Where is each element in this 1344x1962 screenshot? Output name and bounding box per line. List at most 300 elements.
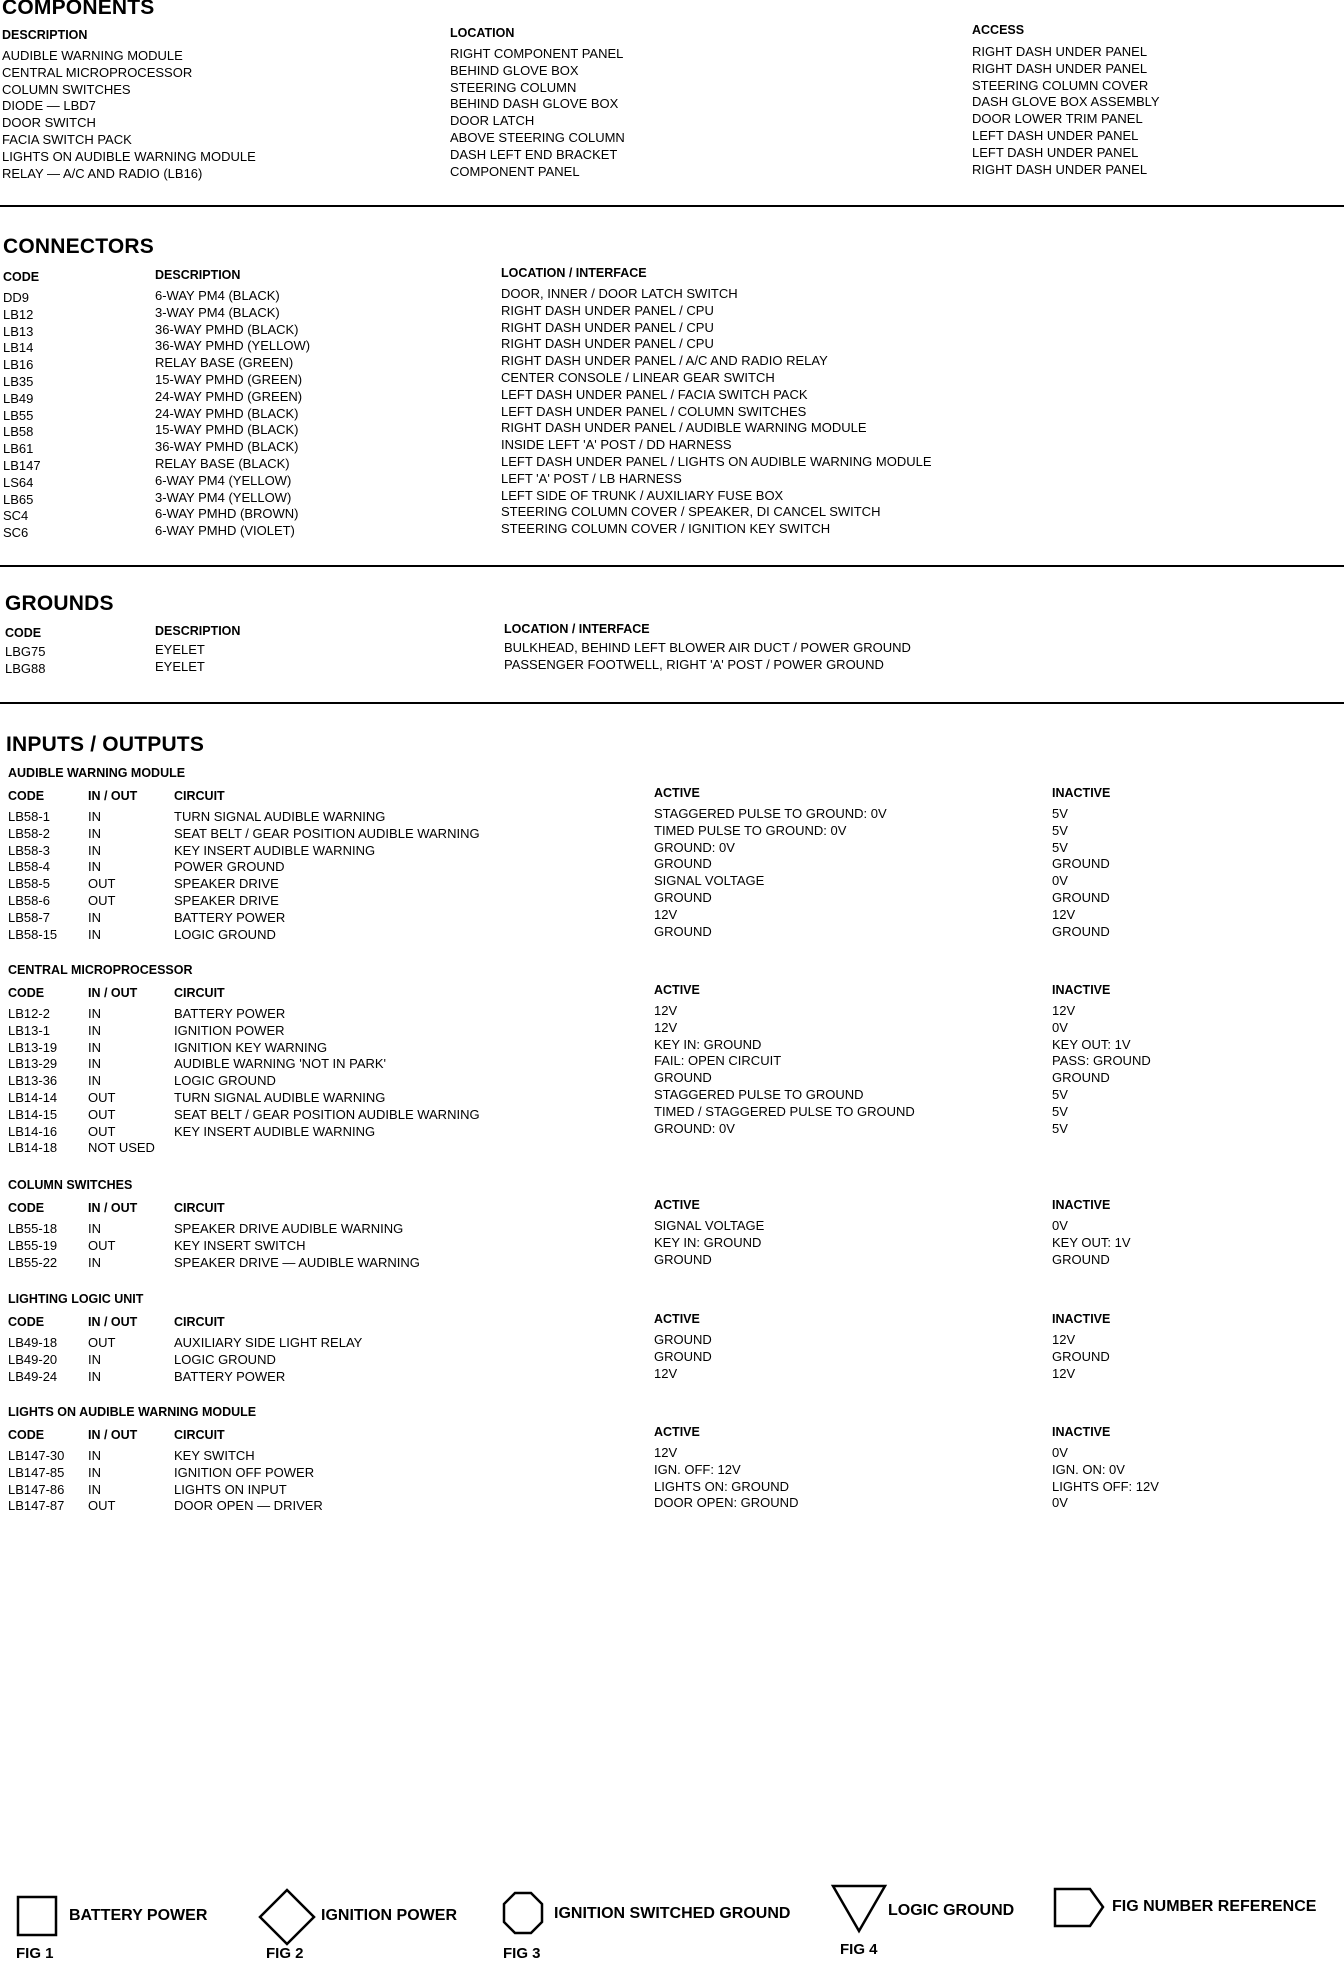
io-circuit-column: [174, 1448, 323, 1515]
connector-description: 6-WAY PM4 (YELLOW): [155, 472, 292, 488]
io-header-inactive: INACTIVE: [1052, 1425, 1111, 1439]
io-active: LIGHTS ON: GROUND: [654, 1478, 790, 1494]
diamond-icon: [258, 1888, 316, 1946]
component-location: STEERING COLUMN: [450, 79, 577, 95]
io-circuit: LOGIC GROUND: [174, 926, 276, 942]
io-circuit: BATTERY POWER: [174, 909, 286, 925]
connector-description: 3-WAY PM4 (BLACK): [155, 304, 280, 320]
connector-description: 6-WAY PM4 (BLACK): [155, 288, 280, 303]
component-description: FACIA SWITCH PACK: [2, 131, 132, 147]
io-header-inout: IN / OUT: [88, 789, 138, 803]
io-circuit: LOGIC GROUND: [174, 1073, 276, 1089]
io-active: SIGNAL VOLTAGE: [654, 1218, 765, 1233]
fig-label: FIG 2: [266, 1945, 304, 1962]
io-inactive: 5V: [1052, 1103, 1068, 1119]
io-inactive-column: [1052, 1332, 1110, 1382]
io-circuit: KEY SWITCH: [174, 1448, 255, 1463]
connector-code: DD9: [3, 290, 30, 305]
connector-code: LS64: [3, 474, 34, 490]
connector-description: 6-WAY PMHD (BROWN): [155, 506, 299, 522]
grounds-title: GROUNDS: [5, 592, 114, 615]
io-inactive: 0V: [1052, 1019, 1068, 1035]
connector-description: 6-WAY PMHD (VIOLET): [155, 523, 295, 539]
io-code: LB49-20: [8, 1351, 58, 1367]
io-code: LB58-3: [8, 842, 50, 858]
connectors-header-location: LOCATION / INTERFACE: [501, 266, 647, 280]
io-inout: IN: [88, 1039, 101, 1055]
legend-label: BATTERY POWER: [69, 1907, 208, 1924]
io-code-column: [8, 1448, 64, 1515]
io-header-active: ACTIVE: [654, 1312, 700, 1326]
io-inactive: 0V: [1052, 1218, 1068, 1233]
io-active: GROUND: [654, 923, 712, 939]
component-location: RIGHT COMPONENT PANEL: [450, 46, 624, 61]
io-code: LB14-18: [8, 1140, 58, 1156]
io-circuit: TURN SIGNAL AUDIBLE WARNING: [174, 1089, 386, 1105]
io-inout: IN: [88, 1448, 101, 1463]
io-circuit: AUDIBLE WARNING 'NOT IN PARK': [174, 1056, 387, 1072]
io-inactive: GROUND: [1052, 1251, 1110, 1267]
connector-code: LB49: [3, 390, 34, 406]
pentagon-arrow-icon: [1052, 1886, 1106, 1930]
connector-location: DOOR, INNER / DOOR LATCH SWITCH: [501, 286, 738, 301]
io-code: LB55-22: [8, 1254, 58, 1270]
io-inout: OUT: [88, 1106, 116, 1122]
io-active: GROUND: [654, 1332, 712, 1347]
io-active: STAGGERED PULSE TO GROUND: 0V: [654, 806, 887, 821]
io-code: LB55-18: [8, 1221, 58, 1236]
io-header-inout: IN / OUT: [88, 1201, 138, 1215]
section-divider: [0, 702, 1344, 704]
connector-location: LEFT DASH UNDER PANEL / FACIA SWITCH PACK: [501, 386, 808, 402]
component-description: DIODE — LBD7: [2, 98, 96, 114]
io-inout: IN: [88, 809, 101, 824]
io-code: LB49-24: [8, 1368, 58, 1384]
io-circuit: SPEAKER DRIVE — AUDIBLE WARNING: [174, 1254, 420, 1270]
grounds-code-column: [5, 644, 45, 678]
io-inout: NOT USED: [88, 1140, 155, 1156]
io-header-code: CODE: [8, 1201, 45, 1215]
connector-location: CENTER CONSOLE / LINEAR GEAR SWITCH: [501, 369, 775, 385]
ground-code: LBG75: [5, 644, 46, 659]
connector-code: LB16: [3, 357, 34, 373]
io-inout: OUT: [88, 1335, 116, 1350]
io-active: 12V: [654, 1365, 678, 1381]
legend-label: FIG NUMBER REFERENCE: [1112, 1898, 1317, 1915]
io-header-circuit: CIRCUIT: [174, 986, 225, 1000]
io-code: LB58-15: [8, 926, 58, 942]
io-inout: IN: [88, 859, 101, 875]
io-active: 12V: [654, 1019, 678, 1035]
connector-description: 15-WAY PMHD (GREEN): [155, 371, 303, 387]
component-access: RIGHT DASH UNDER PANEL: [972, 44, 1148, 59]
grounds-header-description: DESCRIPTION: [155, 624, 241, 638]
io-inactive-column: [1052, 1445, 1159, 1512]
component-access: LEFT DASH UNDER PANEL: [972, 127, 1139, 143]
connector-code: SC6: [3, 525, 29, 541]
io-circuit: LIGHTS ON INPUT: [174, 1481, 287, 1497]
io-code: LB58-1: [8, 809, 50, 824]
connector-code: LB13: [3, 323, 34, 339]
io-inactive-column: [1052, 1003, 1151, 1154]
io-active: FAIL: OPEN CIRCUIT: [654, 1053, 782, 1069]
components-header-description: DESCRIPTION: [2, 28, 88, 42]
ground-location: PASSENGER FOOTWELL, RIGHT 'A' POST / POWER GROUND: [504, 656, 884, 672]
connector-code: LB65: [3, 491, 34, 507]
io-header-inout: IN / OUT: [88, 1315, 138, 1329]
io-header-code: CODE: [8, 1315, 45, 1329]
io-inactive: LIGHTS OFF: 12V: [1052, 1478, 1159, 1494]
io-active: GROUND: [654, 1251, 712, 1267]
io-inactive: GROUND: [1052, 889, 1110, 905]
ground-description: EYELET: [155, 642, 205, 657]
fig-label: FIG 3: [503, 1945, 541, 1962]
io-circuit: TURN SIGNAL AUDIBLE WARNING: [174, 809, 386, 824]
io-active: GROUND: [654, 856, 712, 872]
io-active: STAGGERED PULSE TO GROUND: [654, 1086, 864, 1102]
component-access: RIGHT DASH UNDER PANEL: [972, 161, 1148, 177]
io-active-column: [654, 1445, 798, 1512]
io-header-active: ACTIVE: [654, 983, 700, 997]
io-inactive: 5V: [1052, 1086, 1068, 1102]
io-code: LB147-85: [8, 1464, 65, 1480]
component-location: DOOR LATCH: [450, 113, 535, 129]
components-description-column: [2, 48, 256, 182]
grounds-header-location: LOCATION / INTERFACE: [504, 622, 650, 636]
io-inout: IN: [88, 842, 101, 858]
io-header-active: ACTIVE: [654, 786, 700, 800]
io-inactive-column: [1052, 1218, 1131, 1268]
io-header-active: ACTIVE: [654, 1425, 700, 1439]
component-access: RIGHT DASH UNDER PANEL: [972, 60, 1148, 76]
ground-description: EYELET: [155, 658, 205, 674]
connectors-title: CONNECTORS: [3, 235, 154, 258]
io-inactive: 0V: [1052, 1495, 1068, 1511]
io-header-active: ACTIVE: [654, 1198, 700, 1212]
io-active: GROUND: 0V: [654, 839, 735, 855]
io-active: GROUND: 0V: [654, 1120, 735, 1136]
io-inactive: 0V: [1052, 1445, 1068, 1460]
io-code: LB14-15: [8, 1106, 58, 1122]
io-code: LB55-19: [8, 1237, 58, 1253]
component-location: BEHIND DASH GLOVE BOX: [450, 96, 619, 112]
io-inout: OUT: [88, 1498, 116, 1514]
io-code: LB58-2: [8, 825, 50, 841]
components-access-column: [972, 44, 1160, 178]
connector-code: LB58: [3, 424, 34, 440]
io-active-column: [654, 806, 887, 940]
component-description: RELAY — A/C AND RADIO (LB16): [2, 165, 203, 181]
connector-location: RIGHT DASH UNDER PANEL / A/C AND RADIO RELAY: [501, 353, 828, 369]
connector-code: LB55: [3, 407, 34, 423]
components-title: COMPONENTS: [2, 0, 155, 19]
io-code: LB58-5: [8, 876, 50, 892]
io-active: GROUND: [654, 1348, 712, 1364]
io-inactive: GROUND: [1052, 1070, 1110, 1086]
io-header-inactive: INACTIVE: [1052, 1198, 1111, 1212]
connectors-location-column: [501, 286, 932, 538]
io-code: LB147-86: [8, 1481, 65, 1497]
io-active: TIMED PULSE TO GROUND: 0V: [654, 822, 847, 838]
io-header-code: CODE: [8, 789, 45, 803]
component-description: CENTRAL MICROPROCESSOR: [2, 64, 193, 80]
io-active: SIGNAL VOLTAGE: [654, 873, 765, 889]
fig-label: FIG 4: [840, 1941, 878, 1958]
io-inout: IN: [88, 926, 101, 942]
square-icon: [16, 1895, 60, 1939]
component-location: ABOVE STEERING COLUMN: [450, 129, 625, 145]
components-header-location: LOCATION: [450, 26, 515, 40]
io-code: LB13-1: [8, 1022, 50, 1038]
io-code-column: [8, 1221, 57, 1271]
io-inout: IN: [88, 825, 101, 841]
io-code-column: [8, 1335, 57, 1385]
octagon-icon: [501, 1890, 545, 1936]
connectors-description-column: [155, 288, 310, 540]
io-active: KEY IN: GROUND: [654, 1036, 762, 1052]
io-code-column: [8, 809, 57, 943]
io-circuit: SEAT BELT / GEAR POSITION AUDIBLE WARNING: [174, 1106, 480, 1122]
io-circuit: KEY INSERT AUDIBLE WARNING: [174, 1123, 376, 1139]
connector-description: 36-WAY PMHD (BLACK): [155, 439, 299, 455]
io-inactive: IGN. ON: 0V: [1052, 1461, 1125, 1477]
io-circuit: SPEAKER DRIVE: [174, 892, 279, 908]
io-code: LB58-4: [8, 859, 50, 875]
io-inactive: 5V: [1052, 806, 1068, 821]
io-code: LB49-18: [8, 1335, 58, 1350]
io-circuit: SPEAKER DRIVE AUDIBLE WARNING: [174, 1221, 404, 1236]
component-description: COLUMN SWITCHES: [2, 81, 131, 97]
connector-description: 3-WAY PM4 (YELLOW): [155, 489, 292, 505]
io-inactive: [1052, 1137, 1151, 1154]
connector-description: RELAY BASE (GREEN): [155, 355, 294, 371]
io-inactive: 0V: [1052, 873, 1068, 889]
io-inout: IN: [88, 1221, 101, 1236]
io-header-circuit: CIRCUIT: [174, 789, 225, 803]
connector-location: RIGHT DASH UNDER PANEL / CPU: [501, 336, 714, 352]
triangle-icon: [830, 1882, 888, 1934]
io-inactive: 12V: [1052, 1365, 1076, 1381]
connector-code: LB14: [3, 340, 34, 356]
io-group-title: COLUMN SWITCHES: [8, 1178, 133, 1192]
grounds-description-column: [155, 642, 205, 676]
io-inout-column: [88, 1448, 115, 1515]
io-header-inactive: INACTIVE: [1052, 786, 1111, 800]
io-header-circuit: CIRCUIT: [174, 1428, 225, 1442]
connector-location: RIGHT DASH UNDER PANEL / CPU: [501, 319, 714, 335]
io-circuit: KEY INSERT AUDIBLE WARNING: [174, 842, 376, 858]
io-code: LB147-30: [8, 1448, 65, 1463]
io-circuit: POWER GROUND: [174, 859, 285, 875]
connector-description: 24-WAY PMHD (BLACK): [155, 405, 299, 421]
io-code: LB13-29: [8, 1056, 58, 1072]
connector-location: STEERING COLUMN COVER / IGNITION KEY SWITCH: [501, 521, 831, 537]
io-inout: IN: [88, 1351, 101, 1367]
io-code: LB147-87: [8, 1498, 65, 1514]
io-circuit-column: [174, 1335, 362, 1385]
component-location: BEHIND GLOVE BOX: [450, 62, 579, 78]
io-header-code: CODE: [8, 986, 45, 1000]
io-active-column: [654, 1218, 764, 1268]
io-circuit: LOGIC GROUND: [174, 1351, 276, 1367]
io-code: LB58-6: [8, 892, 50, 908]
io-active: IGN. OFF: 12V: [654, 1461, 741, 1477]
io-inactive: 5V: [1052, 1120, 1068, 1136]
grounds-location-column: [504, 640, 911, 674]
io-circuit: BATTERY POWER: [174, 1368, 286, 1384]
io-inactive: KEY OUT: 1V: [1052, 1234, 1131, 1250]
io-inout: IN: [88, 1464, 101, 1480]
connector-description: 15-WAY PMHD (BLACK): [155, 422, 299, 438]
io-group-title: LIGHTS ON AUDIBLE WARNING MODULE: [8, 1405, 257, 1419]
connector-code: LB12: [3, 306, 34, 322]
component-description: DOOR SWITCH: [2, 115, 96, 131]
connector-location: INSIDE LEFT 'A' POST / DD HARNESS: [501, 437, 732, 453]
component-access: LEFT DASH UNDER PANEL: [972, 144, 1139, 160]
io-active: KEY IN: GROUND: [654, 1234, 762, 1250]
io-inout: IN: [88, 909, 101, 925]
connector-location: LEFT SIDE OF TRUNK / AUXILIARY FUSE BOX: [501, 487, 784, 503]
components-location-column: [450, 46, 625, 180]
io-inout: IN: [88, 1073, 101, 1089]
io-header-inout: IN / OUT: [88, 1428, 138, 1442]
io-inout-column: [88, 1006, 155, 1157]
io-group-title: CENTRAL MICROPROCESSOR: [8, 963, 193, 977]
io-inout: IN: [88, 1368, 101, 1384]
io-code: LB12-2: [8, 1006, 50, 1021]
fig-label: FIG 1: [16, 1945, 54, 1962]
connector-code: LB35: [3, 373, 34, 389]
io-inactive: 5V: [1052, 839, 1068, 855]
connector-location: RIGHT DASH UNDER PANEL / CPU: [501, 302, 714, 318]
io-active: DOOR OPEN: GROUND: [654, 1495, 799, 1511]
io-inactive-column: [1052, 806, 1110, 940]
io-header-inactive: INACTIVE: [1052, 1312, 1111, 1326]
io-code: LB13-36: [8, 1073, 58, 1089]
io-header-inout: IN / OUT: [88, 986, 138, 1000]
io-inactive: 5V: [1052, 822, 1068, 838]
io-circuit: SEAT BELT / GEAR POSITION AUDIBLE WARNING: [174, 825, 480, 841]
component-access: DOOR LOWER TRIM PANEL: [972, 111, 1143, 127]
io-circuit: DOOR OPEN — DRIVER: [174, 1498, 323, 1514]
legend-label: LOGIC GROUND: [888, 1902, 1015, 1919]
io-inout: OUT: [88, 892, 116, 908]
io-circuit: IGNITION POWER: [174, 1022, 285, 1038]
io-circuit-column: [174, 1006, 480, 1157]
io-code-column: [8, 1006, 57, 1157]
io-inout-column: [88, 1335, 115, 1385]
io-title: INPUTS / OUTPUTS: [6, 733, 205, 756]
io-active-column: [654, 1003, 915, 1154]
io-circuit: BATTERY POWER: [174, 1006, 286, 1021]
connectors-header-description: DESCRIPTION: [155, 268, 241, 282]
connector-code: LB147: [3, 457, 41, 473]
io-circuit: SPEAKER DRIVE: [174, 876, 279, 892]
connector-description: RELAY BASE (BLACK): [155, 455, 290, 471]
io-code: LB13-19: [8, 1039, 58, 1055]
io-active: [654, 1137, 915, 1154]
component-description: AUDIBLE WARNING MODULE: [2, 48, 183, 63]
io-inout: IN: [88, 1254, 101, 1270]
io-inout: OUT: [88, 1089, 116, 1105]
connector-location: LEFT 'A' POST / LB HARNESS: [501, 470, 682, 486]
io-inout-column: [88, 1221, 115, 1271]
io-active: TIMED / STAGGERED PULSE TO GROUND: [654, 1103, 915, 1119]
io-circuit: AUXILIARY SIDE LIGHT RELAY: [174, 1335, 363, 1350]
connector-code: SC4: [3, 508, 29, 524]
component-location: DASH LEFT END BRACKET: [450, 146, 618, 162]
io-active: GROUND: [654, 1070, 712, 1086]
io-header-circuit: CIRCUIT: [174, 1201, 225, 1215]
io-circuit-column: [174, 809, 480, 943]
io-inactive: 12V: [1052, 906, 1076, 922]
connector-description: 24-WAY PMHD (GREEN): [155, 388, 303, 404]
io-inactive: GROUND: [1052, 923, 1110, 939]
io-active: 12V: [654, 1445, 678, 1460]
io-inout: OUT: [88, 1237, 116, 1253]
component-location: COMPONENT PANEL: [450, 163, 580, 179]
ground-code: LBG88: [5, 660, 46, 676]
io-inactive: GROUND: [1052, 1348, 1110, 1364]
ground-location: BULKHEAD, BEHIND LEFT BLOWER AIR DUCT / POWER GROUND: [504, 640, 911, 655]
connector-location: STEERING COLUMN COVER / SPEAKER, DI CANCEL SWITCH: [501, 504, 881, 520]
io-inout-column: [88, 809, 115, 943]
component-access: STEERING COLUMN COVER: [972, 77, 1149, 93]
io-circuit-column: [174, 1221, 420, 1271]
connector-code: LB61: [3, 441, 34, 457]
io-active: 12V: [654, 1003, 678, 1018]
connectors-code-column: [3, 290, 41, 542]
io-inout: IN: [88, 1481, 101, 1497]
connector-location: LEFT DASH UNDER PANEL / COLUMN SWITCHES: [501, 403, 807, 419]
io-code: LB14-16: [8, 1123, 58, 1139]
io-active-column: [654, 1332, 712, 1382]
io-active: 12V: [654, 906, 678, 922]
section-divider: [0, 565, 1344, 567]
io-inout: IN: [88, 1022, 101, 1038]
io-group-title: AUDIBLE WARNING MODULE: [8, 766, 186, 780]
components-header-access: ACCESS: [972, 23, 1025, 37]
io-inactive: GROUND: [1052, 856, 1110, 872]
io-circuit: KEY INSERT SWITCH: [174, 1237, 306, 1253]
io-group-title: LIGHTING LOGIC UNIT: [8, 1292, 144, 1306]
connector-location: LEFT DASH UNDER PANEL / LIGHTS ON AUDIBLE WARNING MODULE: [501, 453, 932, 469]
io-active: GROUND: [654, 889, 712, 905]
grounds-header-code: CODE: [5, 626, 42, 640]
io-inactive: 12V: [1052, 1332, 1076, 1347]
io-inactive: KEY OUT: 1V: [1052, 1036, 1131, 1052]
io-circuit: [174, 1140, 480, 1157]
io-header-circuit: CIRCUIT: [174, 1315, 225, 1329]
connector-description: 36-WAY PMHD (YELLOW): [155, 338, 311, 354]
component-access: DASH GLOVE BOX ASSEMBLY: [972, 94, 1160, 110]
io-inactive: 12V: [1052, 1003, 1076, 1018]
io-code: LB58-7: [8, 909, 50, 925]
connectors-header-code: CODE: [3, 270, 40, 284]
io-inout: OUT: [88, 1123, 116, 1139]
io-circuit: IGNITION KEY WARNING: [174, 1039, 328, 1055]
io-inactive: PASS: GROUND: [1052, 1053, 1151, 1069]
legend-label: IGNITION SWITCHED GROUND: [554, 1905, 791, 1922]
io-circuit: IGNITION OFF POWER: [174, 1464, 315, 1480]
io-header-code: CODE: [8, 1428, 45, 1442]
io-inout: OUT: [88, 876, 116, 892]
io-inout: IN: [88, 1056, 101, 1072]
io-header-inactive: INACTIVE: [1052, 983, 1111, 997]
section-divider: [0, 205, 1344, 207]
connector-description: 36-WAY PMHD (BLACK): [155, 321, 299, 337]
legend-label: IGNITION POWER: [321, 1907, 457, 1924]
